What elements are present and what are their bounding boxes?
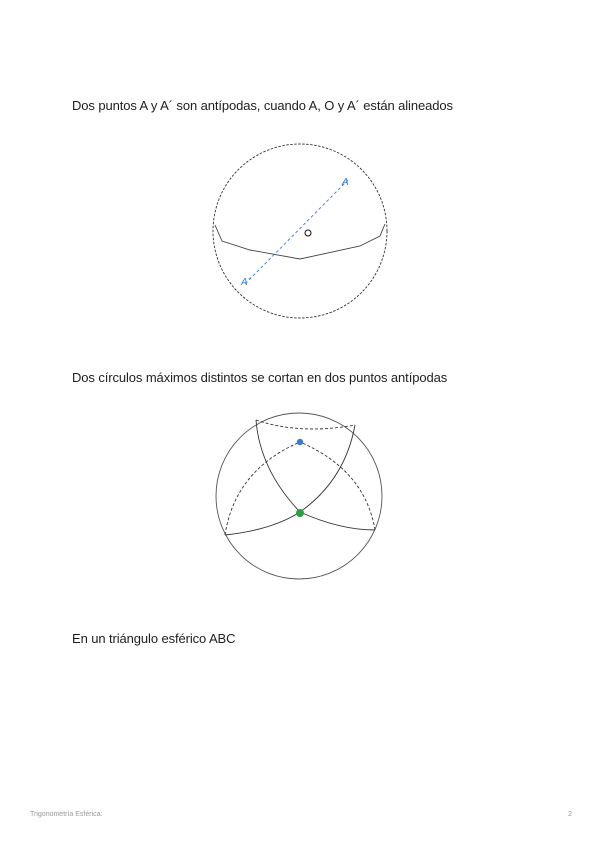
sphere-outline [213,144,387,318]
great-circles-sphere-figure [200,400,400,590]
center-point-o [305,230,311,236]
great-circles-text: Dos círculos máximos distintos se cortan en dos puntos antípodas [72,370,448,385]
great-circle-1-back [225,442,300,535]
antipodal-point-back [297,439,303,445]
antipodes-sphere-figure [200,135,400,325]
footer-page-number: 2 [568,811,572,818]
great-circle-1-front [225,425,355,535]
point-a-prime-label: A´ [241,277,251,288]
sphere-outline [216,413,382,579]
antipodes-text: Dos puntos A y A´ son antípodas, cuando A, O y A´ están alineados [72,98,453,113]
footer-document-title: Trigonometría Esférica: [30,811,103,818]
antipodal-diameter [244,180,348,285]
equator-front-arc [215,224,385,259]
great-circle-1-back-top [256,420,355,429]
point-a-label: A [342,177,349,188]
spherical-triangle-text: En un triángulo esférico ABC [72,631,236,646]
antipodal-point-front [296,509,304,517]
